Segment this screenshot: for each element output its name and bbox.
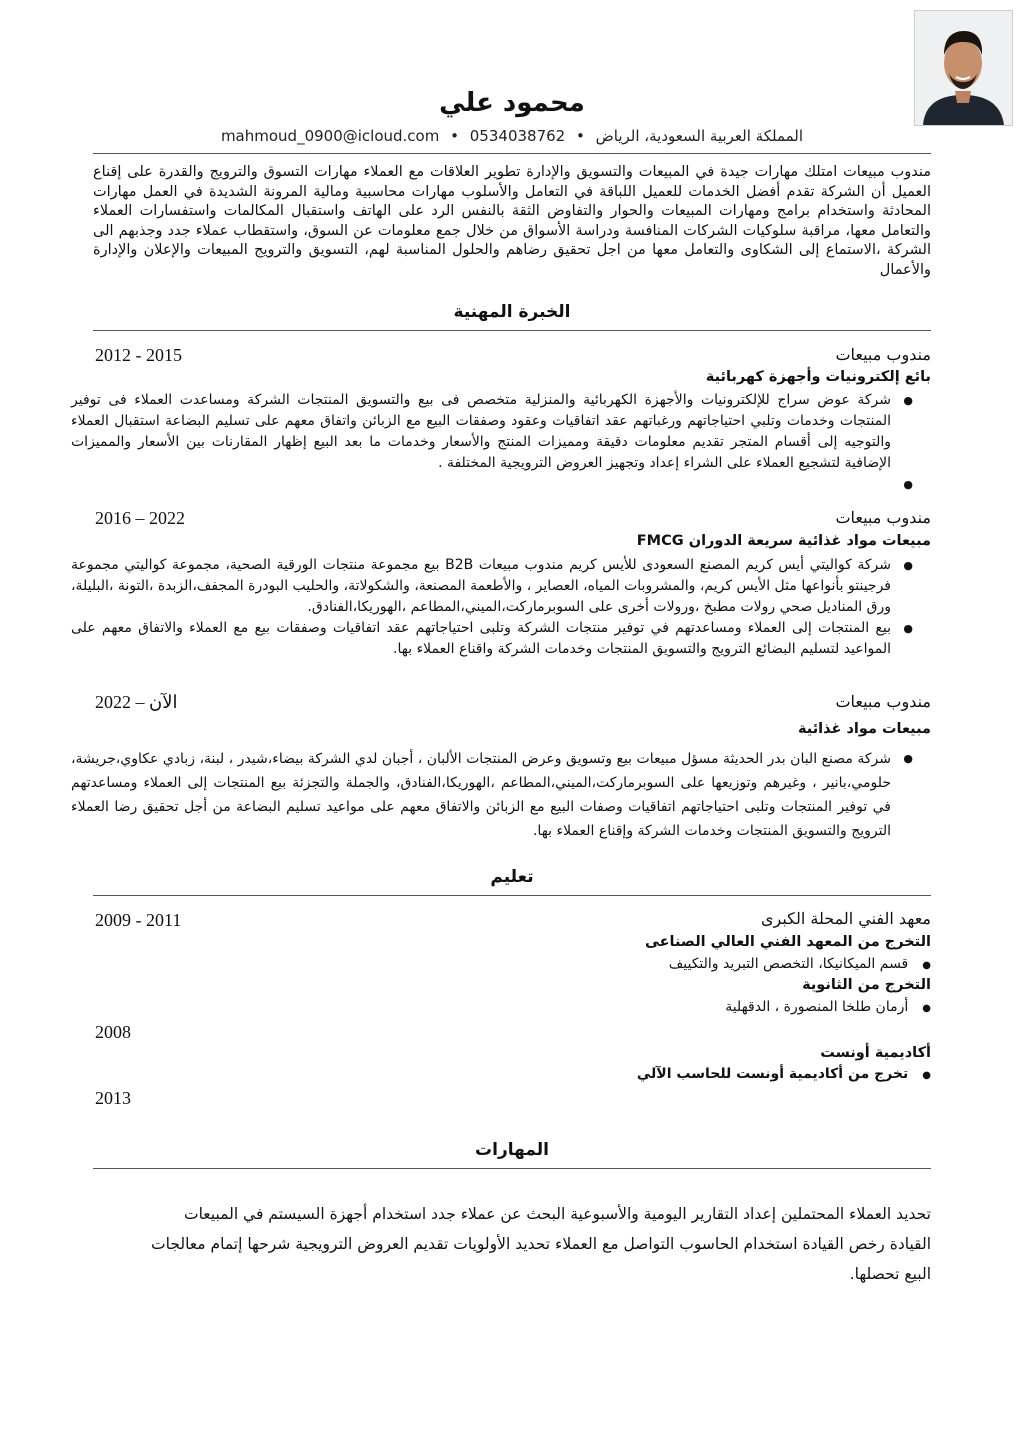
skills-heading: المهارات bbox=[475, 1140, 549, 1160]
job-dates: 2012 - 2015 bbox=[95, 345, 182, 365]
job-title: مندوب مبيعات bbox=[835, 692, 931, 711]
full-name: محمود علي bbox=[439, 88, 585, 118]
company-name: مبيعات مواد غذائية bbox=[798, 721, 931, 737]
experience-heading: الخبرة المهنية bbox=[453, 302, 571, 322]
academy-year: 2013 bbox=[95, 1088, 131, 1108]
degree-year: 2008 bbox=[95, 1022, 131, 1042]
education-heading: تعليم bbox=[490, 867, 534, 887]
job-title: مندوب مبيعات bbox=[835, 345, 931, 364]
contact-line bbox=[0, 127, 1024, 145]
job-dates: 2022 – الآن bbox=[95, 692, 178, 712]
summary-paragraph: مندوب مبيعات امتلك مهارات جيدة في المبيعات والتسويق والإدارة تطوير العلاقات مع العملاء مهارات التسوق والترويج والقدرة على إقناع العميل أن الشركة تقدم أفضل الخدمات للعميل اللباقة في التعامل والأسلوب مهارات محاسبية ومالية المرونة الشديدة في العمل مهارات المحادثة واستخدام برامج ومهارات المبيعات والحوار والتفاوض الثقة بالنفس الرد على الهاتف واستقبال المكالمات واستفسارات العملاء والتعامل معها، مراقبة سلوكيات الشركات المنافسة ودراسة الأسواق من خلال جمع معلومات عن السوق، واستقطاب عملاء جدد وجذبهم الى الشركة ،الاستماع إلى الشكاوى والتعامل معها من اجل تحقيق رضاهم والحلول المناسبة لهم، التسويق والترويج المبيعات والإعلان والإدارة والأعمال bbox=[93, 164, 931, 278]
divider bbox=[93, 330, 931, 331]
degree-detail: ● قسم الميكانيكا، التخصص التبريد والتكييف bbox=[669, 956, 931, 972]
separator-dot: • bbox=[575, 127, 585, 145]
list-item: ● شركة عوض سراج للإلكترونيات والأجهزة الكهربائية والمنزلية متخصص فى بيع والتسويق المنتجات الشركة ومساعدت العملاء فى توفير المنتجات وخدمات وتلبي احتياجاتهم ورغباتهم عقد اتفاقيات وعقود وصفقات البيع مع الزبائن واتفاق معهم على تسليم البضاعة استقبال العملاء والتوجيه إلى أقسام المتجر تقديم معلومات دقيقة ومميزات المنتج والأسعار وخدمات ما بعد البيع إظهار المقارنات بين الأسعار والمميزات الإضافية لتشجيع العملاء على الشراء إعداد وتجهيز العروض الترويجية المختلفة . bbox=[71, 390, 891, 474]
separator-dot: • bbox=[450, 127, 459, 145]
job-bullets bbox=[71, 555, 913, 660]
divider bbox=[93, 153, 931, 154]
job-title: مندوب مبيعات bbox=[835, 508, 931, 527]
list-item bbox=[71, 474, 891, 495]
skills-line: القيادة رخص القيادة استخدام الحاسوب التواصل مع العملاء تحديد الأولويات تقديم العروض الترويجية شرحها إتمام معالجات bbox=[151, 1235, 931, 1253]
academy-detail: ● تخرج من أكاديمية أونست للحاسب الآلي bbox=[637, 1066, 931, 1082]
degree-detail: ● أرمان طلخا المنصورة ، الدقهلية bbox=[725, 999, 931, 1015]
skills-line: تحديد العملاء المحتملين إعداد التقارير اليومية والأسبوعية البحث عن عملاء جدد استخدام أجهزة السيستم في المبيعات bbox=[183, 1205, 931, 1223]
degree-title: التخرج من الثانوية bbox=[802, 977, 931, 993]
job-bullets bbox=[71, 390, 913, 495]
job-dates: 2016 – 2022 bbox=[95, 508, 185, 528]
institute-name: معهد الفني المحلة الكبرى bbox=[760, 909, 931, 928]
list-item: ● شركة مصنع البان بدر الحديثة مسؤل مبيعات بيع وتسويق وعرض المنتجات الألبان ، أجبان لدي الشركة بيضاء،شيدر ، لبنة، زبادي عكاوي،جريشة، حلومي،بانير ، وغيرهم وتوزيعها على السوبرماركت،الميني،المطاعم ،الهوريكا،الفنادق، والجملة والتجزئة بيع المنتجات إلى العملاء ومساعدتهم في توفير المنتجات وتلبى احتياجاتهم اتفاقيات وصفات البيع مع الزبائن والاتفاق معهم على مواعيد تسليم البضاعة من أجل تحقيق رضا العملاء الترويج والتسويق المنتجات وخدمات الشركة وإقناع العملاء بها. bbox=[71, 747, 891, 843]
divider bbox=[93, 895, 931, 896]
list-item: ● شركة كواليتي أيس كريم المصنع السعودى للأيس كريم مندوب مبيعات B2B بيع مجموعة منتجات الورقية الصحية، مجموعة كواليتي مجموعة فرجينتو بأنواعها مثل الأيس كريم، والمشروبات المياه، العصاير ، والأطعمة المصنعة، والشكولاتة، والحليب البودرة المجفف،الزبدة ،التونة ،البليلة، ورق المناديل صحي رولات مطبخ ،ورولات أخرى على السوبرماركت،الميني،المطاعم ،الهوريكا،الفنادق. bbox=[71, 555, 891, 618]
institute-dates: 2009 - 2011 bbox=[95, 910, 182, 930]
skills-line: البيع تحصلها. bbox=[849, 1265, 931, 1283]
degree-title: التخرج من المعهد الفني العالي الصناعى bbox=[644, 934, 931, 950]
skills-text bbox=[93, 1199, 931, 1289]
academy-name: أكاديمية أونست bbox=[820, 1045, 931, 1061]
company-name: بائع إلكترونيات وأجهزة كهربائية bbox=[705, 369, 931, 385]
job-bullets bbox=[71, 747, 913, 843]
company-name: مبيعات مواد غذائية سريعة الدوران FMCG bbox=[636, 533, 931, 549]
email-link[interactable]: mahmoud_0900@icloud.com bbox=[220, 127, 440, 145]
phone-text: 0534038762 bbox=[469, 127, 566, 145]
list-item: ● بيع المنتجات إلى العملاء ومساعدتهم في توفير منتجات الشركة وتلبى احتياجاتهم عقد اتفاقيات وصفقات بيع مع العملاء والاتفاق معهم على المواعيد لتسليم البضائع الترويج والتسويق المنتجات وخدمات الشركة واقناع العملاء بها. bbox=[71, 618, 891, 660]
divider bbox=[93, 1168, 931, 1169]
location-text: المملكة العربية السعودية، الرياض bbox=[595, 127, 804, 145]
